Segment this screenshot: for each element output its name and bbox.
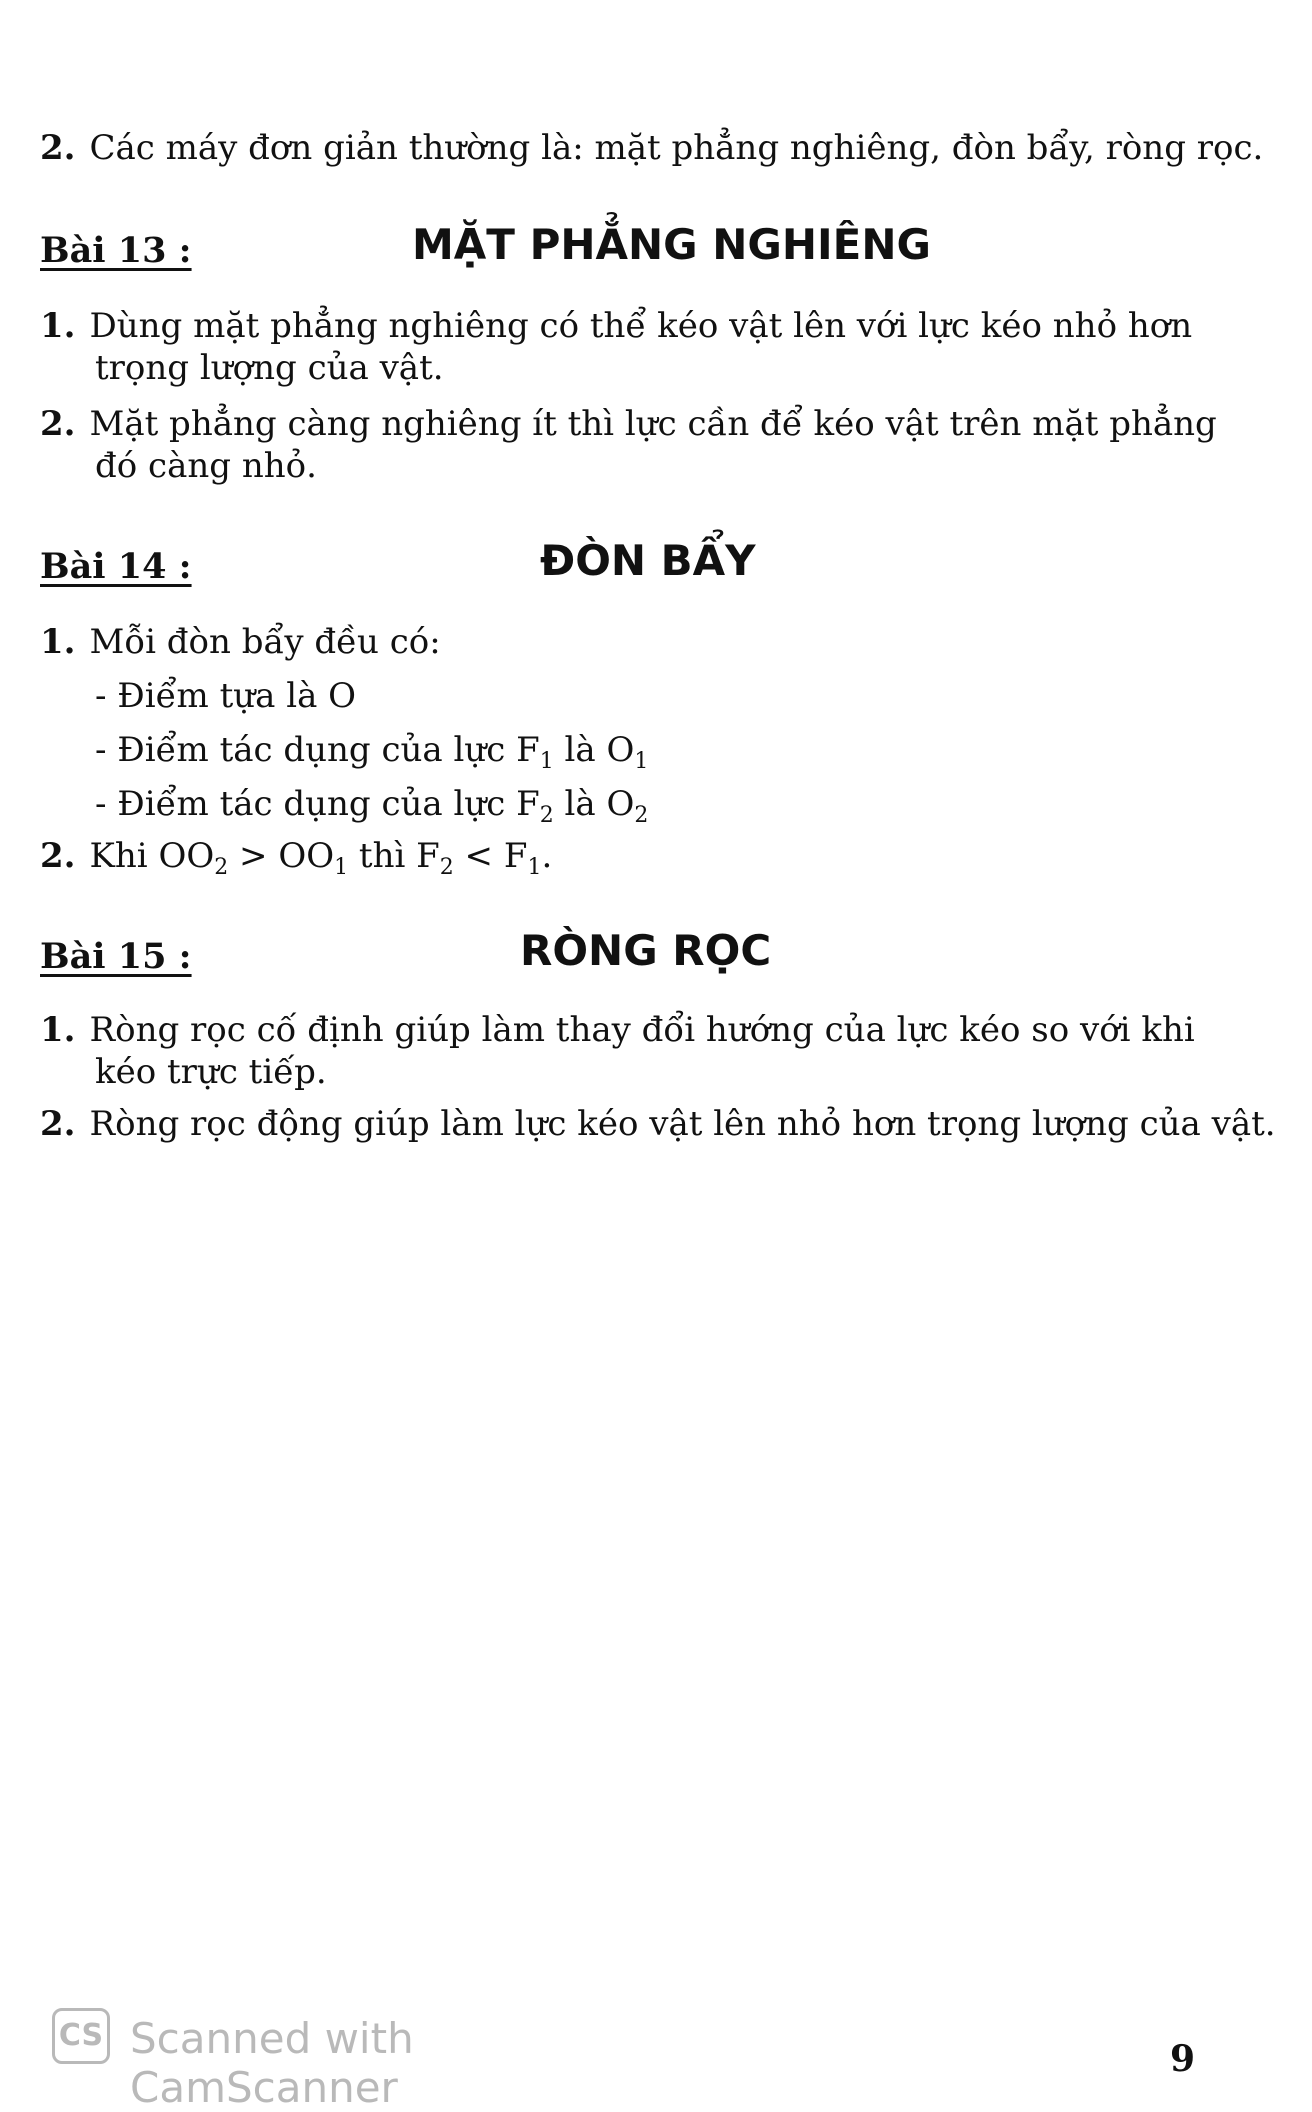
item-text: Các máy đơn giản thường là: mặt phẳng nghiêng, đòn bẩy, ròng rọc. xyxy=(89,128,1264,168)
bai13-item-2 xyxy=(40,404,1240,444)
formula-text: . xyxy=(541,836,553,876)
formula-text: > OO xyxy=(228,836,335,876)
bai14-bullet-2 xyxy=(95,730,1295,774)
subscript: 1 xyxy=(334,855,349,880)
formula-text: Khi OO xyxy=(89,836,215,876)
section-label: Bài 15 : xyxy=(40,936,192,977)
section-title: MẶT PHẲNG NGHIÊNG xyxy=(412,220,931,269)
bai15-item-1-continuation xyxy=(95,1052,1295,1092)
bai14-bullet-1 xyxy=(95,676,1295,716)
bai15-item-2 xyxy=(40,1104,1276,1144)
section-heading-bai13 xyxy=(40,220,1240,276)
item-number: 2. xyxy=(40,1104,76,1144)
formula-text: thì F xyxy=(348,836,440,876)
item-number: 2. xyxy=(40,128,76,168)
section-heading-bai15 xyxy=(40,926,1240,982)
page-number: 9 xyxy=(1170,2038,1196,2080)
bai15-item-1 xyxy=(40,1010,1240,1050)
bai14-bullet-3 xyxy=(95,784,1295,828)
item-text: Ròng rọc cố định giúp làm thay đổi hướng của lực kéo so với khi xyxy=(89,1010,1195,1050)
bai13-item-1 xyxy=(40,306,1240,346)
bullet-text: - Điểm tựa là O xyxy=(95,676,357,716)
bai14-item-1 xyxy=(40,622,1240,662)
subscript: 2 xyxy=(214,855,229,880)
subscript: 2 xyxy=(634,803,649,828)
item-number: 2. xyxy=(40,404,76,444)
item-number: 2. xyxy=(40,836,76,876)
subscript: 1 xyxy=(634,749,649,774)
intro-item xyxy=(40,128,1264,168)
bai13-item-1-continuation xyxy=(95,348,1295,388)
subscript: 2 xyxy=(439,855,454,880)
camscanner-logo-icon: CS xyxy=(52,2008,110,2064)
item-text: Dùng mặt phẳng nghiêng có thể kéo vật lên với lực kéo nhỏ hơn xyxy=(89,306,1193,346)
subscript: 2 xyxy=(539,803,554,828)
item-text: kéo trực tiếp. xyxy=(95,1052,327,1092)
bullet-text: - Điểm tác dụng của lực F xyxy=(95,730,540,770)
item-text: Ròng rọc động giúp làm lực kéo vật lên nhỏ hơn trọng lượng của vật. xyxy=(89,1104,1276,1144)
bullet-text: là O xyxy=(553,784,635,824)
item-text: Mỗi đòn bẩy đều có: xyxy=(89,622,441,662)
watermark-text: Scanned with CamScanner xyxy=(130,2014,414,2112)
item-text: đó càng nhỏ. xyxy=(95,446,317,486)
bullet-text: là O xyxy=(553,730,635,770)
camscanner-watermark xyxy=(52,2008,692,2112)
subscript: 1 xyxy=(539,749,554,774)
section-heading-bai14 xyxy=(40,536,1240,592)
section-title: ĐÒN BẨY xyxy=(540,536,756,585)
section-label: Bài 13 : xyxy=(40,230,192,271)
item-number: 1. xyxy=(40,1010,76,1050)
item-text: Mặt phẳng càng nghiêng ít thì lực cần để kéo vật trên mặt phẳng xyxy=(89,404,1217,444)
section-label: Bài 14 : xyxy=(40,546,192,587)
bullet-text: - Điểm tác dụng của lực F xyxy=(95,784,540,824)
bai14-item-2 xyxy=(40,836,1240,880)
item-text: trọng lượng của vật. xyxy=(95,348,444,388)
item-number: 1. xyxy=(40,622,76,662)
section-title: RÒNG RỌC xyxy=(520,926,772,975)
bai13-item-2-continuation xyxy=(95,446,1295,486)
item-number: 1. xyxy=(40,306,76,346)
subscript: 1 xyxy=(527,855,542,880)
formula-text: < F xyxy=(453,836,528,876)
